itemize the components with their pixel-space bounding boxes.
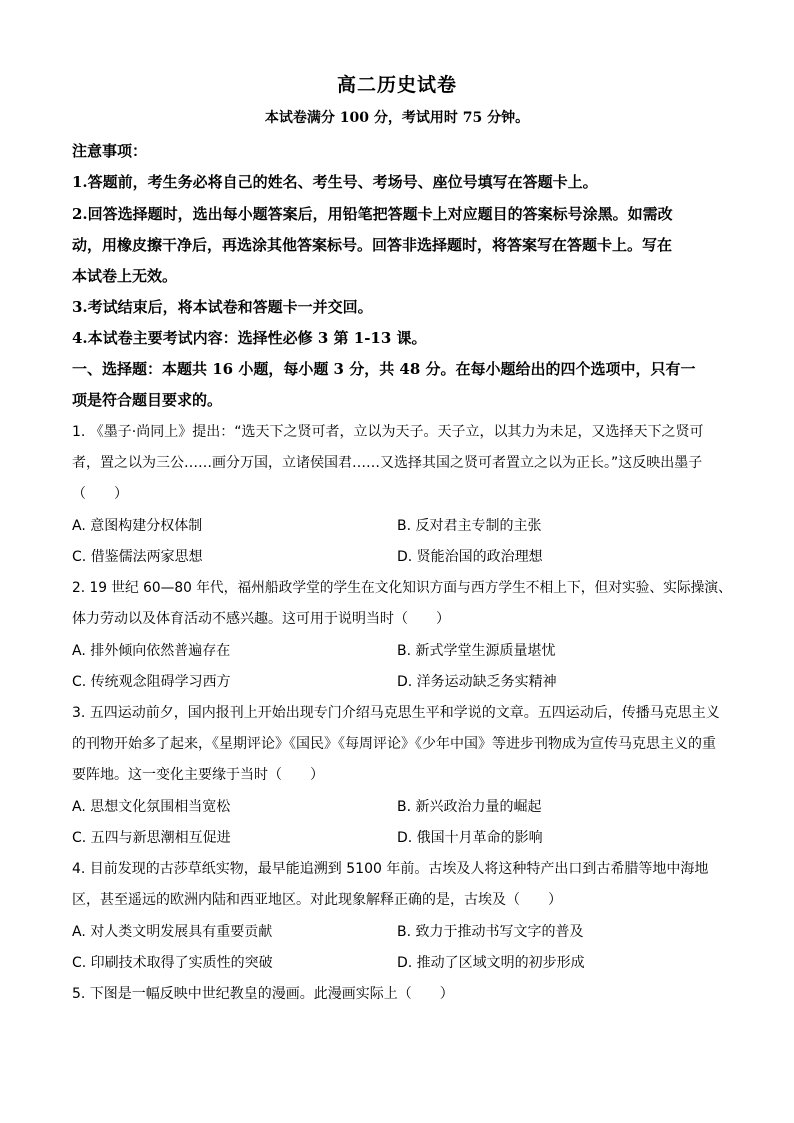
question-4-option-d: D. 推动了区域文明的初步形成	[397, 955, 585, 971]
question-3-option-b: B. 新兴政治力量的崛起	[397, 799, 542, 815]
question-4-option-a: A. 对人类文明发展具有重要贡献	[72, 924, 273, 940]
notes-heading: 注意事项：	[72, 142, 148, 160]
notes-item-2-line-2: 动，用橡皮擦干净后，再选涂其他答案标号。回答非选择题时，将答案写在答题卡上。写在	[72, 236, 673, 254]
notes-item-3: 3.考试结束后，将本试卷和答题卡一并交回。	[72, 298, 373, 316]
section-heading-line-2: 项是符合题目要求的。	[72, 391, 223, 409]
notes-item-4: 4.本试卷主要考试内容：选择性必修 3 第 1-13 课。	[72, 329, 427, 347]
question-5-line-1: 5. 下图是一幅反映中世纪教皇的漫画。此漫画实际上（ ）	[72, 986, 454, 1002]
question-1-line-3: （ ）	[72, 486, 128, 502]
question-1-line-1: 1. 《墨子·尚同上》提出：“选天下之贤可者，立以为天子。天子立，以其力为未足，又选择天下之贤可	[72, 424, 704, 440]
notes-item-2-line-3: 本试卷上无效。	[72, 267, 178, 285]
question-1-option-d: D. 贤能治国的政治理想	[397, 549, 543, 565]
question-2-line-1: 2. 19 世纪 60—80 年代，福州船政学堂的学生在文化知识方面与西方学生不相上下，但对实验、实际操演、	[72, 580, 732, 596]
question-1-option-a: A. 意图构建分权体制	[72, 518, 203, 534]
question-3-line-2: 的刊物开始多了起来，《星期评论》《国民》《每周评论》《少年中国》等进步刊物成为宣传马克思主义的重	[72, 736, 716, 752]
question-3-option-c: C. 五四与新思潮相互促进	[72, 830, 231, 846]
question-1-line-2: 者，置之以为三公……画分万国，立诸侯国君……又选择其国之贤可者置立之以为正长。”这反映出墨子	[72, 455, 703, 471]
question-3-line-1: 3. 五四运动前夕，国内报刊上开始出现专门介绍马克思生平和学说的文章。五四运动后，传播马克思主义	[72, 705, 720, 721]
question-2-option-a: A. 排外倾向依然普遍存在	[72, 643, 231, 659]
question-4-option-c: C. 印刷技术取得了实质性的突破	[72, 955, 273, 971]
question-2-option-c: C. 传统观念阻碍学习西方	[72, 674, 231, 690]
notes-item-2-line-1: 2.回答选择题时，选出每小题答案后，用铅笔把答题卡上对应题目的答案标号涂黑。如需改	[72, 205, 673, 223]
notes-item-1: 1.答题前，考生务必将自己的姓名、考生号、考场号、座位号填写在答题卡上。	[72, 173, 598, 191]
question-3-option-d: D. 俄国十月革命的影响	[397, 830, 543, 846]
question-4-option-b: B. 致力于推动书写文字的普及	[397, 924, 584, 940]
question-4-line-1: 4. 目前发现的古莎草纸实物，最早能追溯到 5100 年前。古埃及人将这种特产出口到古希腊等地中海地	[72, 861, 709, 877]
question-3-line-3: 要阵地。这一变化主要缘于当时（ ）	[72, 767, 324, 783]
question-4-line-2: 区，甚至遥远的欧洲内陆和西亚地区。对此现象解释正确的是，古埃及（ ）	[72, 892, 562, 908]
question-3-option-a: A. 思想文化氛围相当宽松	[72, 799, 231, 815]
question-1-option-b: B. 反对君主专制的主张	[397, 518, 542, 534]
page-title: 高二历史试卷	[336, 74, 457, 96]
section-heading-line-1: 一、选择题：本题共 16 小题，每小题 3 分，共 48 分。在每小题给出的四个选项中，只有一	[72, 360, 696, 378]
question-2-option-b: B. 新式学堂生源质量堪忧	[397, 643, 556, 659]
question-2-option-d: D. 洋务运动缺乏务实精神	[397, 674, 557, 690]
question-2-line-2: 体力劳动以及体育活动不感兴趣。这可用于说明当时（ ）	[72, 611, 450, 627]
exam-subtitle: 本试卷满分 100 分，考试用时 75 分钟。	[264, 110, 530, 126]
question-1-option-c: C. 借鉴儒法两家思想	[72, 549, 203, 565]
